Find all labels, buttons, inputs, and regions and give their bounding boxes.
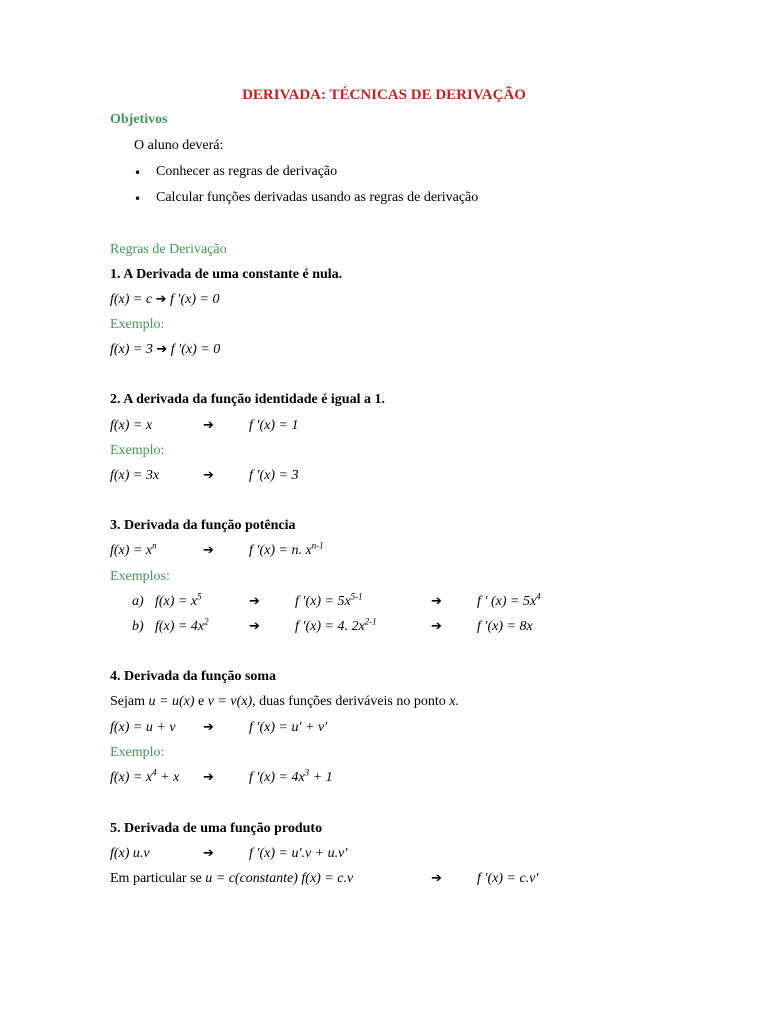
rule3-heading: 3. Derivada da função potência: [110, 518, 296, 533]
rule1-example: [110, 341, 220, 359]
rule4-sejam: [110, 693, 459, 711]
arrow-right-icon: ➔: [203, 543, 214, 558]
arrow-right-icon: ➔: [203, 720, 214, 735]
rule3-ex-a-f: [155, 593, 202, 611]
arrow-right-icon: ➔: [203, 468, 214, 483]
rule4-sejam-2: e: [194, 694, 208, 709]
rule5-part-2: u = c(constante) f(x) = c.v: [205, 871, 354, 886]
rule3-ex-b-label: b): [132, 619, 144, 634]
rule2-exemplo-label: Exemplo:: [110, 443, 165, 458]
rule2-example-result: f ′(x) = 3: [249, 468, 299, 483]
rule3-ex-a-d2: [477, 593, 541, 611]
rule3-ex-a-f-base: f(x) = x: [155, 594, 198, 609]
rule3-ex-a-d1-exp: 5-1: [350, 591, 363, 602]
rule3-ex-a-d1: [295, 593, 363, 611]
rule2-example: f(x) = 3x: [110, 468, 160, 483]
rule3-formula-exp: n: [152, 540, 157, 551]
rule4-heading: 4. Derivada da função soma: [110, 669, 277, 684]
rule1-formula-text: f(x) = c: [110, 292, 156, 307]
rule4-ex-f-exp: 4: [152, 767, 157, 778]
rule3-formula: [110, 542, 157, 560]
arrow-right-icon: ➔: [203, 770, 214, 785]
objetivos-heading: Objetivos: [110, 112, 168, 127]
rule1-heading: 1. A Derivada de uma constante é nula.: [110, 267, 343, 282]
rule3-exemplos-label: Exemplos:: [110, 569, 170, 584]
rule4-ex-d2: + 1: [309, 770, 333, 785]
arrow-right-icon: ➔: [431, 871, 442, 886]
rule4-exemplo-label: Exemplo:: [110, 745, 165, 760]
arrow-right-icon: ➔: [249, 594, 260, 609]
rule1-exemplo-label: Exemplo:: [110, 317, 165, 332]
arrow-right-icon: ➔: [431, 594, 442, 609]
rule4-formula: f(x) = u + v: [110, 720, 176, 735]
rule1-example-text: f(x) = 3: [110, 342, 157, 357]
arrow-right-icon: ➔: [156, 342, 168, 357]
rule4-ex-f1: f(x) = x: [110, 770, 153, 785]
regras-heading: Regras de Derivação: [110, 242, 227, 257]
rule3-ex-b-f: [155, 618, 209, 636]
rule3-ex-b-d1-exp: 2-1: [364, 616, 377, 627]
arrow-right-icon: ➔: [249, 619, 260, 634]
rule3-ex-b-f-exp: 2: [204, 616, 209, 627]
rule4-sejam-x: x.: [449, 694, 459, 709]
rule4-sejam-3: duas funções deriváveis no ponto: [255, 694, 450, 709]
arrow-right-icon: ➔: [203, 418, 214, 433]
rule4-sejam-1: Sejam: [110, 694, 149, 709]
rule4-sejam-v: v = v(x),: [207, 694, 256, 709]
rule4-ex-d-exp: 3: [304, 767, 310, 778]
rule2-result: f ′(x) = 1: [249, 418, 299, 433]
rule4-sejam-u: u = u(x): [148, 694, 195, 709]
rule5-particular: [110, 870, 353, 888]
objetivos-item-1: Conhecer as regras de derivação: [156, 164, 338, 179]
rule4-result: f ′(x) = u′ + v′: [249, 720, 328, 735]
rule5-result: f ′(x) = u′.v + u.v′: [249, 846, 348, 861]
rule3-ex-a-d1-base: f ′(x) = 5x: [295, 594, 351, 609]
rule4-ex-d1: f ′(x) = 4x: [249, 770, 305, 785]
rule1-formula: [110, 291, 219, 309]
rule5-heading: 5. Derivada de uma função produto: [110, 821, 323, 836]
rule4-ex-f2: + x: [156, 770, 180, 785]
rule2-formula: f(x) = x: [110, 418, 153, 433]
rule3-ex-b-d1-base: f ′(x) = 4. 2x: [295, 619, 365, 634]
rule5-part-result: f ′(x) = c.v′: [477, 871, 539, 886]
rule5-formula: f(x) u.v: [110, 846, 150, 861]
rule1-example-result: f ′(x) = 0: [170, 342, 221, 357]
objetivos-item-2: Calcular funções derivadas usando as regras de derivação: [156, 190, 479, 205]
objetivos-intro: O aluno deverá:: [134, 138, 224, 153]
rule5-part-1: Em particular se: [110, 871, 206, 886]
arrow-right-icon: ➔: [203, 846, 214, 861]
bullet-icon: •: [134, 192, 142, 206]
rule3-result-exp: n-1: [311, 540, 324, 551]
arrow-right-icon: ➔: [155, 292, 167, 307]
rule3-result-base: f ′(x) = n. x: [249, 543, 312, 558]
rule3-ex-b-d2: f ′(x) = 8x: [477, 619, 533, 634]
rule4-example-result: [249, 769, 333, 787]
rule3-ex-a-d2-exp: 4: [536, 591, 541, 602]
rule3-ex-a-d2-base: f ′ (x) = 5x: [477, 594, 537, 609]
bullet-icon: •: [134, 166, 142, 180]
page-title: DERIVADA: TÉCNICAS DE DERIVAÇÃO: [242, 87, 526, 103]
rule3-ex-a-f-exp: 5: [197, 591, 202, 602]
rule4-example: [110, 769, 179, 787]
rule3-formula-base: f(x) = x: [110, 543, 153, 558]
rule1-result: f ′(x) = 0: [170, 292, 220, 307]
rule3-ex-b-d1: [295, 618, 377, 636]
rule3-ex-b-f-base: f(x) = 4x: [155, 619, 205, 634]
arrow-right-icon: ➔: [431, 619, 442, 634]
rule3-result: [249, 542, 324, 560]
rule2-heading: 2. A derivada da função identidade é igual a 1.: [110, 392, 385, 407]
rule3-ex-a-label: a): [132, 594, 144, 609]
